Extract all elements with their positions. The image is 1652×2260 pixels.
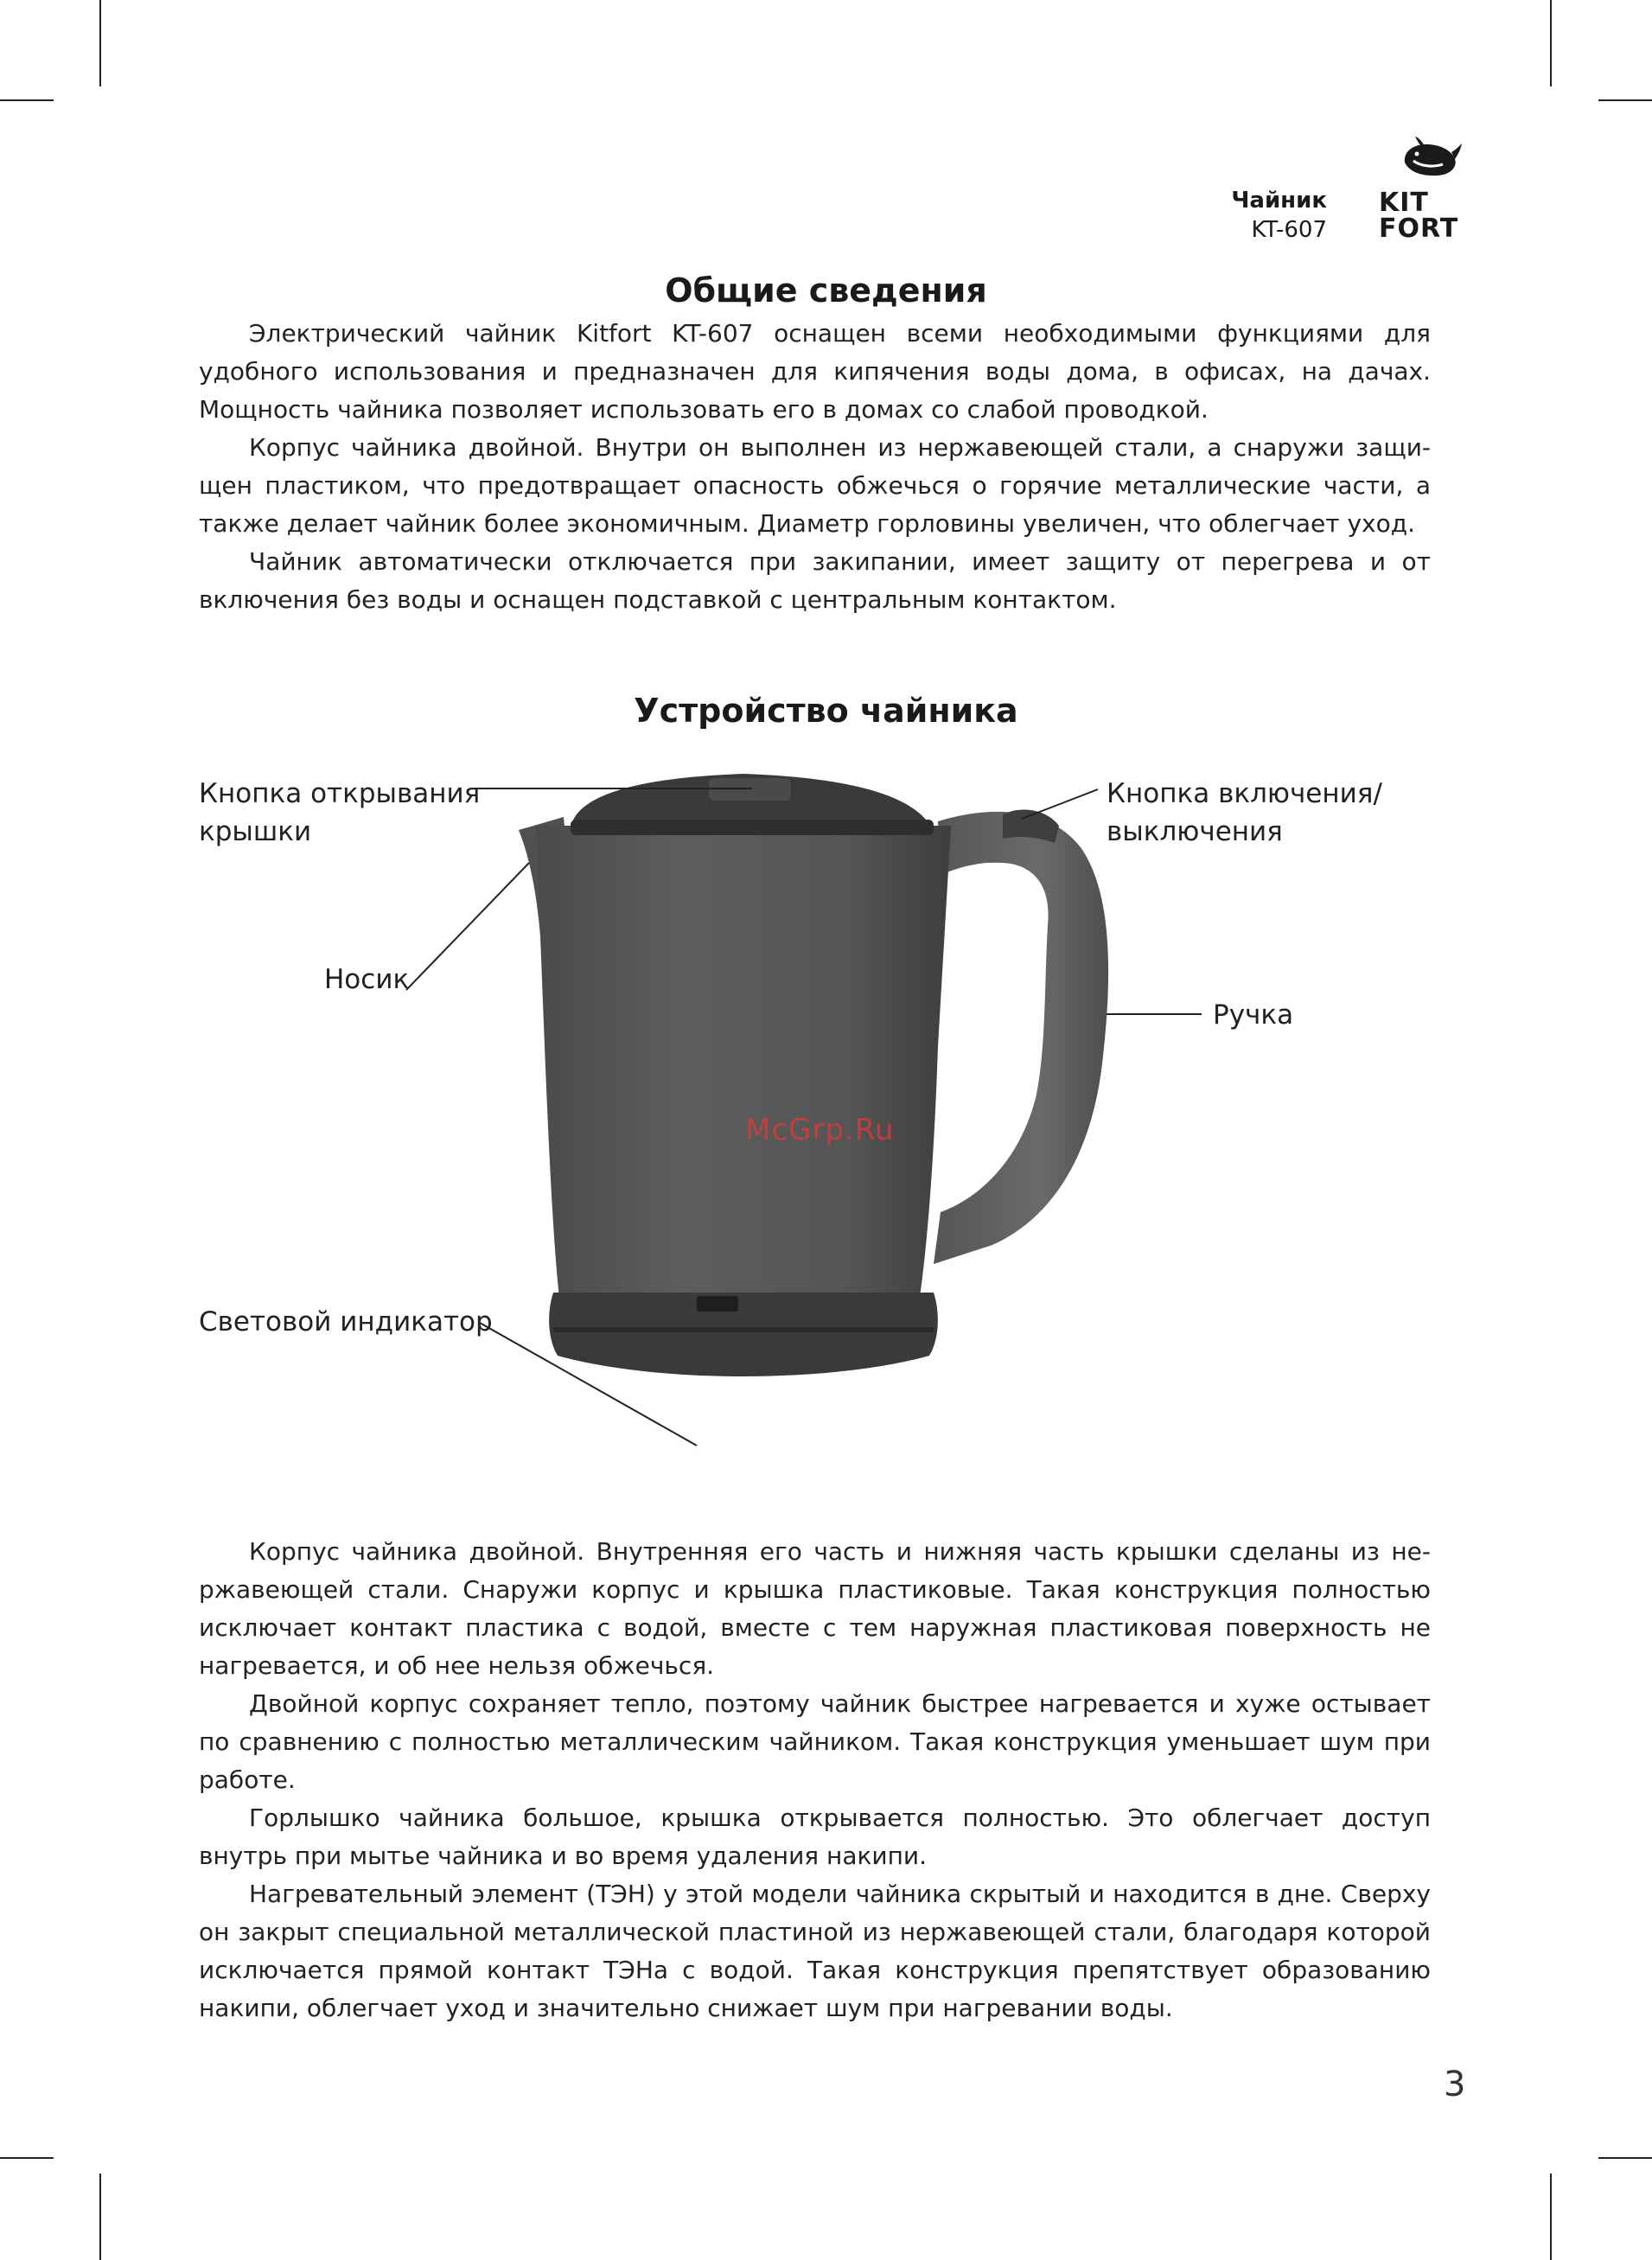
- label-spout: Носик: [324, 964, 410, 995]
- general-text: [199, 315, 1431, 619]
- leader-line: [406, 863, 529, 990]
- paragraph: Горлышко чайника большое, крышка открывается полностью. Это облегчает доступ внутрь при мытье чайника и во время удаления накипи.: [199, 1804, 1431, 1870]
- crop-mark: [1598, 99, 1652, 101]
- section-title-general: Общие сведения: [665, 271, 987, 310]
- crop-mark: [1598, 2157, 1652, 2159]
- logo-wordmark: KIT FORT: [1379, 188, 1459, 244]
- product-name: Чайник: [1231, 188, 1327, 214]
- paragraph: Корпус чайника двойной. Внутри он выполнен из нержавеющей стали, а снаружи защищен пластиком, что предотвращает опасность обжечься о горячие металлические части, а также делает чайник более экономичным. Диаметр горловины увеличен, что облегчает уход.: [199, 433, 1431, 538]
- paragraph: Чайник автоматически отключается при закипании, имеет защиту от перегрева и от включения без воды и оснащен подставкой с центральным контактом.: [199, 547, 1431, 614]
- kitfort-logo: [1379, 137, 1483, 245]
- base-seam: [553, 1327, 934, 1332]
- crop-mark: [0, 2157, 54, 2159]
- paragraph: Электрический чайник Kitfort KT-607 оснащен всеми необходимыми функциями для удобного использования и предназначен для кипячения воды дома, в офисах, на дачах. Мощность чайника позволяет использовать его в домах со слабой проводкой.: [199, 319, 1431, 424]
- label-power-button: Кнопка включения/ выключения: [1107, 778, 1382, 847]
- leader-line: [1022, 789, 1098, 819]
- details-text: [199, 1533, 1431, 2027]
- lid-rim: [571, 820, 934, 835]
- kettle-handle: [934, 812, 1108, 1264]
- product-model: KT-607: [1251, 217, 1327, 243]
- label-indicator: Световой индикатор: [199, 1306, 493, 1337]
- crop-mark: [1550, 2174, 1552, 2260]
- whale-logo-icon: [1398, 137, 1463, 178]
- crop-mark: [1550, 0, 1552, 86]
- header-product-info: [1202, 186, 1327, 245]
- label-handle: Ручка: [1213, 999, 1294, 1031]
- crop-mark: [99, 2174, 101, 2260]
- crop-mark: [99, 0, 101, 86]
- kettle-base: [549, 1293, 938, 1376]
- page-number: 3: [1444, 2065, 1466, 2104]
- label-lid-button: Кнопка открывания крышки: [199, 778, 481, 847]
- section-title-device: Устройство чайника: [634, 692, 1018, 730]
- paragraph: Корпус чайника двойной. Внутренняя его часть и нижняя часть крышки сделаны из нержавеющей стали. Снаружи корпус и крышка пластиковые. Такая конструкция полностью исключает контакт пластика с водой, вместе с тем наружная пластиковая поверхность не нагревается, и об нее нельзя обжечься.: [199, 1537, 1431, 1680]
- indicator-light: [697, 1296, 738, 1312]
- paragraph: Нагревательный элемент (ТЭН) у этой модели чайника скрытый и находится в дне. Сверху он закрыт специальной металлической пластиной из нержавеющей стали, благодаря которой исключается прямой контакт ТЭНа с водой. Такая конструкция препятствует образованию накипи, облегчает уход и значительно снижает шум при нагревании воды.: [199, 1880, 1431, 2022]
- watermark: McGrp.Ru: [745, 1113, 895, 1147]
- paragraph: Двойной корпус сохраняет тепло, поэтому чайник быстрее нагревается и хуже остывает по сравнению с полностью металлическим чайником. Такая конструкция уменьшает шум при работе.: [199, 1689, 1431, 1794]
- kettle-body: [536, 826, 951, 1318]
- crop-mark: [0, 99, 54, 101]
